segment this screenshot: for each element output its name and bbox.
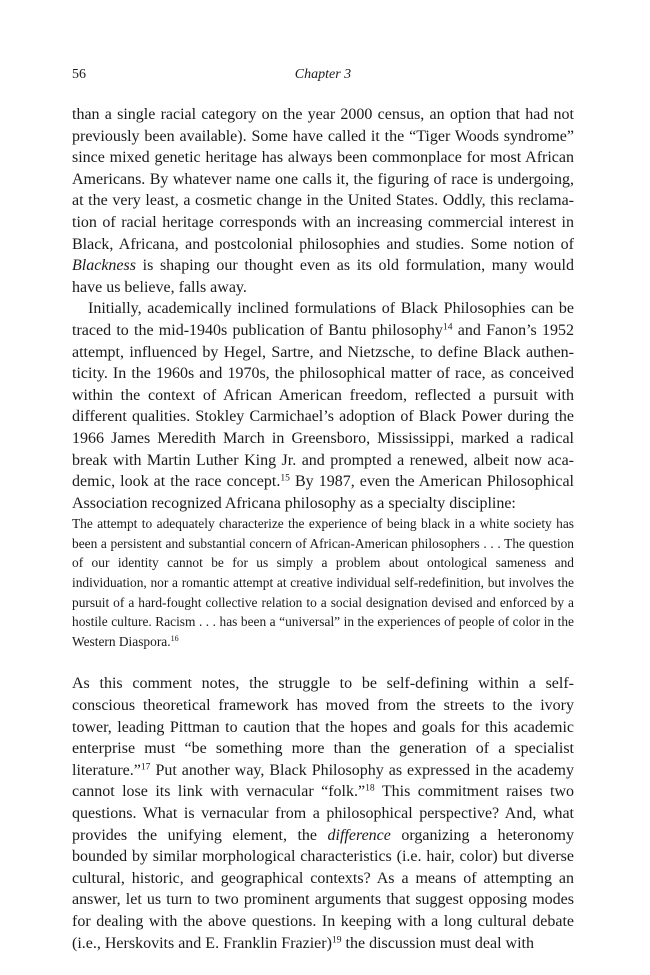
book-page [72, 66, 574, 954]
footnote-ref-14: 14 [442, 321, 453, 333]
footnote-ref-19: 19 [331, 933, 342, 945]
footnote-ref-15: 15 [280, 472, 290, 484]
running-head [72, 66, 574, 88]
page-number: 56 [72, 67, 86, 82]
body-text [72, 104, 574, 954]
paragraph-text: than a single racial category on the year 2000 census, an option that had not previously been available). Some have called it the “Tiger Woods syndrome” since mixed genetic heritage has always been commonplace for most African Americans. By whatever name one calls it, the figuring of race is undergoing, at the very least, a cosmetic change in the United States. Oddly, this reclamation of racial heritage corresponds with an increasing commercial interest in Black, Africana, and postcolonial philosophies and studies. Some notion of [72, 106, 574, 253]
italic-term: Blackness [72, 257, 136, 275]
chapter-title: Chapter 3 [294, 67, 352, 82]
paragraph-text: As this comment notes, the struggle to be self-defining within a self-conscious theoretical framework has moved from the streets to the ivory tower, leading Pittman to caution that the hopes and goals for this academic enterprise must “be something more than the generation of a specialist literature.” [72, 675, 574, 779]
paragraph-text: and Fanon’s 1952 attempt, influenced by Hegel, Sartre, and Nietzsche, to define Black authenticity. In the 1960s and 1970s, the philosophical matter of race, as conceived within the context of African American freedom, reflected a pursuit with different qualities. Stokley Carmichael’s adoption of Black Power during the 1966 James Meredith March in Greensboro, Mississippi, marked a radical break with Martin Luther King Jr. and prompted a renewed, albeit now academic, look at the race concept. [72, 321, 574, 491]
paragraph-text: is shaping our thought even as its old formulation, many would have us believe, falls away. [72, 257, 574, 296]
paragraph-1 [72, 104, 574, 298]
paragraph-text: organizing a heteronomy bounded by similar morphological characteristics (i.e. hair, color) but diverse cultural, historic, and geographical contexts? As a means of attempting an answer, let us turn to two prominent arguments that suggest opposing modes for dealing with the above questions. In keeping with a long cultural debate (i.e., Herskovits and E. Franklin Frazier) [72, 826, 574, 952]
paragraph-3 [72, 673, 574, 954]
paragraph-text: the discussion must deal with [341, 934, 534, 952]
block-quote [72, 514, 574, 651]
paragraph-2 [72, 298, 574, 514]
quote-text: The attempt to adequately characterize the experience of being black in a white society has been a persistent and substantial concern of African-American philosophers . . . The question of our identity cannot be for us simply a problem about ontological sameness and individuation, nor a romantic attempt at creative individual self-redefinition, but involves the pursuit of a hard-fought collective relation to a social designation devised and enforced by a hostile culture. Racism . . . has been a “universal” in the experiences of people of color in the Western Diaspora. [72, 516, 574, 649]
footnote-ref-17: 17 [140, 761, 151, 773]
italic-term: difference [327, 826, 391, 844]
footnote-ref-16: 16 [170, 634, 179, 644]
paragraph-text: This commitment raises two questions. What is vernacular from a philosophical perspective? And, what provides the unifying element, the [72, 783, 574, 844]
footnote-ref-18: 18 [365, 782, 375, 794]
paragraph-text: By 1987, even the American Philosophical Association recognized Africana philosophy as a specialty discipline: [72, 473, 575, 512]
paragraph-text: Put another way, Black Philosophy as expressed in the academy cannot lose its link with vernacular “folk.” [72, 761, 574, 801]
paragraph-text: Initially, academically inclined formulations of Black Philosophies can be traced to the mid-1940s publication of Bantu philosophy [72, 300, 574, 339]
